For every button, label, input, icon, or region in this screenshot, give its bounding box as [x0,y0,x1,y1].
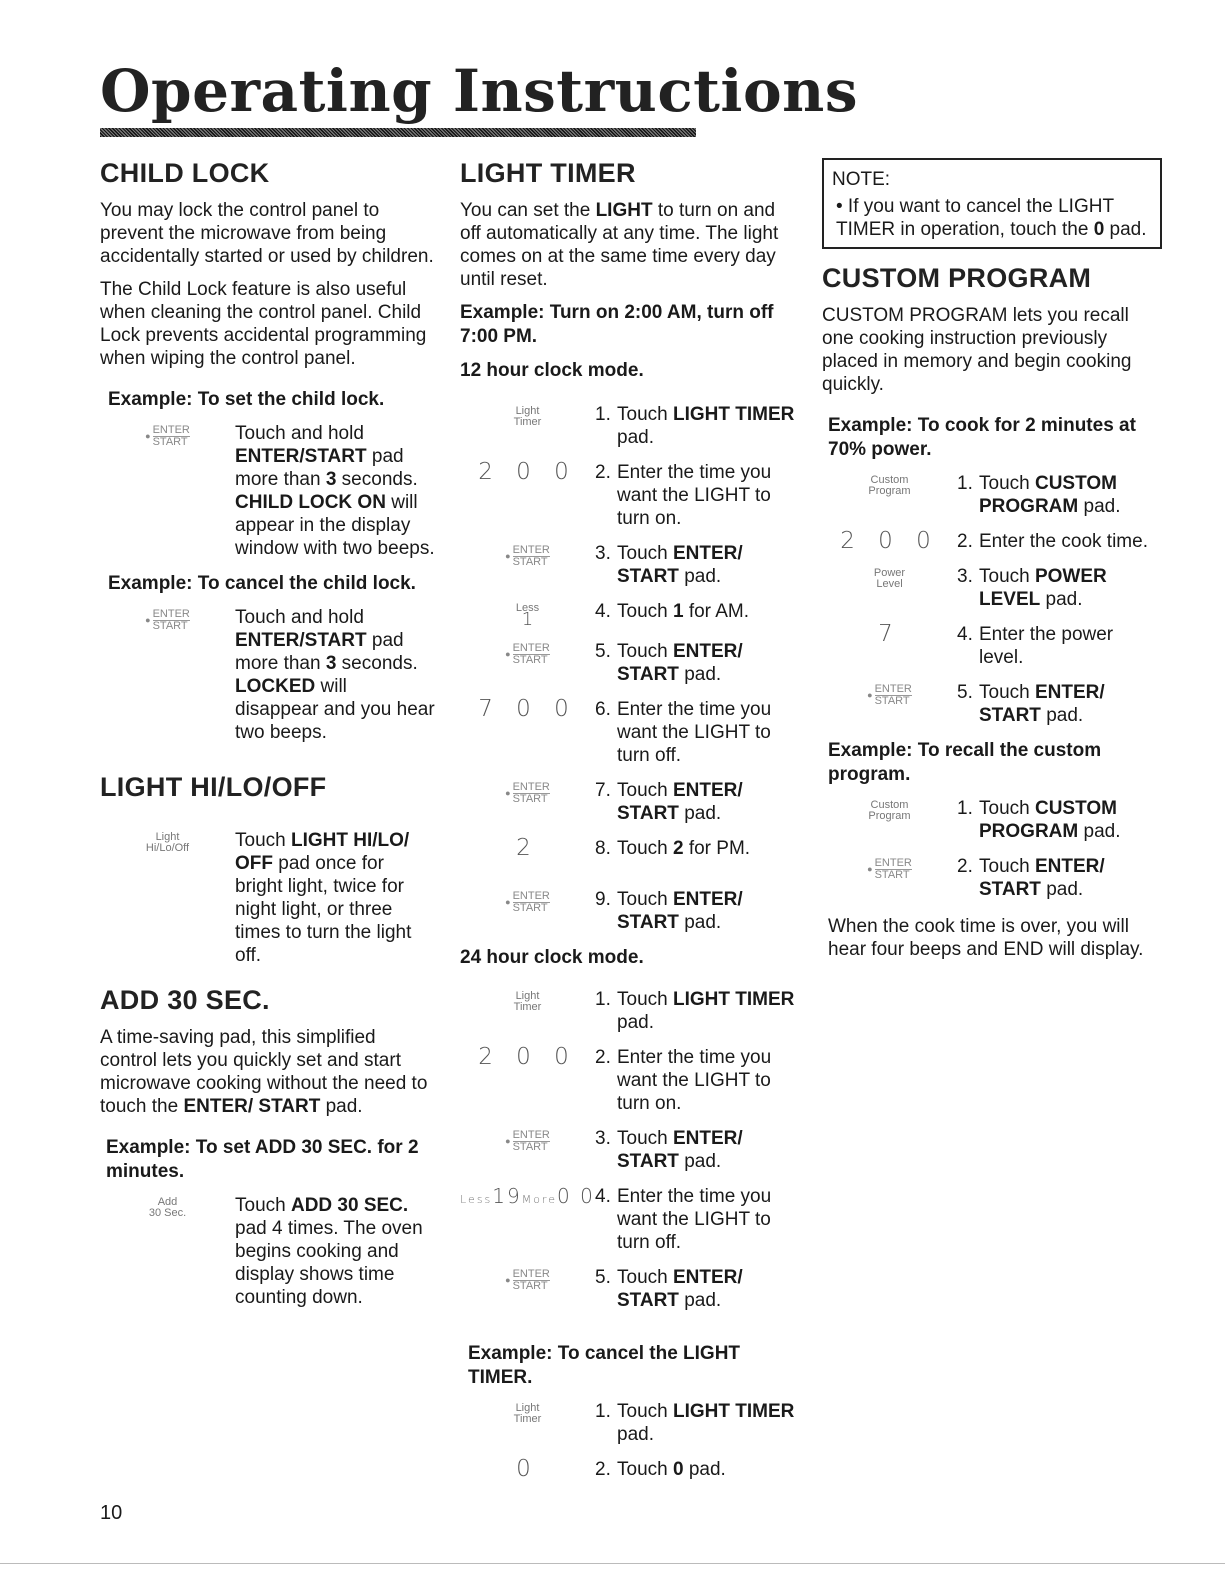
cancel-step-1: Light Timer 1. Touch LIGHT TIMER pad. [460,1400,800,1446]
enter-start-key-icon: ● ENTER START [505,544,550,569]
enter-start-key-icon: ● ENTER START [145,608,190,633]
step-24-1: Light Timer 1. Touch LIGHT TIMER pad. [460,988,800,1034]
step-12-4: Less 1 4. Touch 1 for AM. [460,600,800,628]
light-timer-intro: You can set the LIGHT to turn on and off automatically at any time. The light comes on at the same time every day until reset. [460,200,779,291]
step-12-7: ● ENTER START 7. Touch ENTER/ START pad. [460,779,800,825]
step-24-2: 2 0 0 2. Enter the time you want the LIGHT to turn on. [460,1046,800,1115]
step-24-4: Less19More0 0 4. Enter the time you want the LIGHT to turn off. [460,1184,772,1254]
add30-heading: ADD 30 SEC. [100,985,270,1016]
digits-2: 2 [516,835,539,862]
step-12-1: Light Timer 1. Touch LIGHT TIMER pad. [460,403,800,449]
digits-200: 2 0 0 [478,1044,577,1071]
enter-start-key-icon: ● ENTER START [867,683,912,708]
enter-start-key-icon: ● ENTER START [867,857,912,882]
child-lock-set-example: Example: To set the child lock. [108,389,385,411]
digits-7: 7 [878,621,901,648]
note-text: • If you want to cancel the LIGHT TIMER in operation, touch the 0 pad. [836,196,1147,240]
light-timer-key-icon: Light Timer [513,990,542,1014]
light-hilo-heading: LIGHT HI/LO/OFF [100,772,327,803]
digits-200: 2 0 0 [478,459,577,486]
step-12-2: 2 0 0 2. Enter the time you want the LIGHT to turn on. [460,461,800,530]
add30-key-icon: Add 30 Sec. [148,1196,187,1220]
child-lock-intro: You may lock the control panel to prevent the microwave from being accidentally started or used by children. [100,200,434,268]
add30-step: Add 30 Sec. Touch ADD 30 SEC. pad 4 times. The oven begins cooking and display shows time counting down. [100,1194,435,1309]
light-timer-heading: LIGHT TIMER [460,158,636,188]
enter-start-key-icon: ● ENTER START [505,1268,550,1293]
digits-0: 0 [516,1456,539,1483]
step-12-9: ● ENTER START 9. Touch ENTER/ START pad. [460,888,800,934]
custom-step-4: 7 4. Enter the power level. [822,623,1162,669]
child-lock-usage: The Child Lock feature is also useful when cleaning the control panel. Child Lock prevents accidental programming when wiping the control panel. [100,279,427,370]
custom-program-end-text: When the cook time is over, you will hear four beeps and END will display. [828,916,1144,961]
child-lock-cancel-step: ● ENTER START Touch and hold ENTER/START pad more than 3 seconds. LOCKED will disappear and you hear two beeps. [100,606,435,744]
mode-24-hour: 24 hour clock mode. [460,947,644,969]
light-hilo-step: Light Hi/Lo/Off Touch LIGHT HI/LO/ OFF pad once for bright light, twice for night light, or three times to turn the light off. [100,829,435,967]
light-timer-example: Example: Turn on 2:00 AM, turn off 7:00 PM. [460,302,774,348]
custom-program-heading: CUSTOM PROGRAM [822,263,1092,293]
step-12-5: ● ENTER START 5. Touch ENTER/ START pad. [460,640,800,686]
step-24-5: ● ENTER START 5. Touch ENTER/ START pad. [460,1266,800,1312]
custom-program-cook-example: Example: To cook for 2 minutes at 70% power. [828,415,1136,461]
steps-24-hour [460,988,800,1312]
enter-start-key-icon: ● ENTER START [145,424,190,449]
custom-step-1: Custom Program 1. Touch CUSTOM PROGRAM pad. [822,472,1162,518]
digits-less-1-9-more-00: Less19More0 0 [460,1184,595,1209]
column-middle [460,158,800,1493]
step-12-6: 7 0 0 6. Enter the time you want the LIGHT to turn off. [460,698,800,767]
light-timer-key-icon: Light Timer [513,405,542,429]
custom-program-key-icon: Custom Program [868,474,911,498]
note-title: NOTE: [832,169,891,190]
add30-intro: A time-saving pad, this simplified control lets you quickly set and start microwave cooking without the need to touch the ENTER/ START pad. [100,1027,428,1118]
title-rule [100,128,696,137]
custom-step-2: 2 0 0 2. Enter the cook time. [822,530,1162,553]
column-right [822,158,1162,971]
bottom-rule [0,1563,1225,1564]
enter-start-key-icon: ● ENTER START [505,1129,550,1154]
custom-program-key-icon: Custom Program [868,799,911,823]
digits-200: 2 0 0 [840,528,939,555]
custom-step-3: Power Level 3. Touch POWER LEVEL pad. [822,565,1162,611]
light-hilooff-key-icon: Light Hi/Lo/Off [145,831,190,855]
add30-example: Example: To set ADD 30 SEC. for 2 minutes. [106,1137,419,1183]
steps-12-hour [460,403,800,934]
child-lock-set-step: ● ENTER START Touch and hold ENTER/START pad more than 3 seconds. CHILD LOCK ON will appear in the display window with two beeps. [100,422,435,560]
mode-12-hour: 12 hour clock mode. [460,360,644,382]
child-lock-heading: CHILD LOCK [100,158,270,188]
custom-program-recall-example: Example: To recall the custom program. [828,740,1102,786]
step-24-3: ● ENTER START 3. Touch ENTER/ START pad. [460,1127,800,1173]
digits-700: 7 0 0 [478,696,577,723]
recall-step-2: ● ENTER START 2. Touch ENTER/ START pad. [822,855,1162,901]
enter-start-key-icon: ● ENTER START [505,890,550,915]
custom-program-intro: CUSTOM PROGRAM lets you recall one cooking instruction previously placed in memory and begin cooking quickly. [822,305,1132,396]
step-12-8: 2 8. Touch 2 for PM. [460,837,800,860]
less-1-key-icon: Less 1 [515,602,540,631]
page-number: 10 [100,1502,123,1524]
enter-start-key-icon: ● ENTER START [505,781,550,806]
light-timer-key-icon: Light Timer [513,1402,542,1426]
light-timer-cancel-example: Example: To cancel the LIGHT TIMER. [468,1343,741,1389]
enter-start-key-icon: ● ENTER START [505,642,550,667]
child-lock-cancel-example: Example: To cancel the child lock. [108,573,416,595]
page-title: Operating Instructions [100,57,858,125]
cancel-step-2: 0 2. Touch 0 pad. [460,1458,800,1481]
recall-step-1: Custom Program 1. Touch CUSTOM PROGRAM pad. [822,797,1162,843]
power-level-key-icon: Power Level [873,567,906,591]
column-left [100,158,435,1321]
step-12-3: ● ENTER START 3. Touch ENTER/ START pad. [460,542,800,588]
custom-step-5: ● ENTER START 5. Touch ENTER/ START pad. [822,681,1162,727]
note-box [822,158,1162,249]
